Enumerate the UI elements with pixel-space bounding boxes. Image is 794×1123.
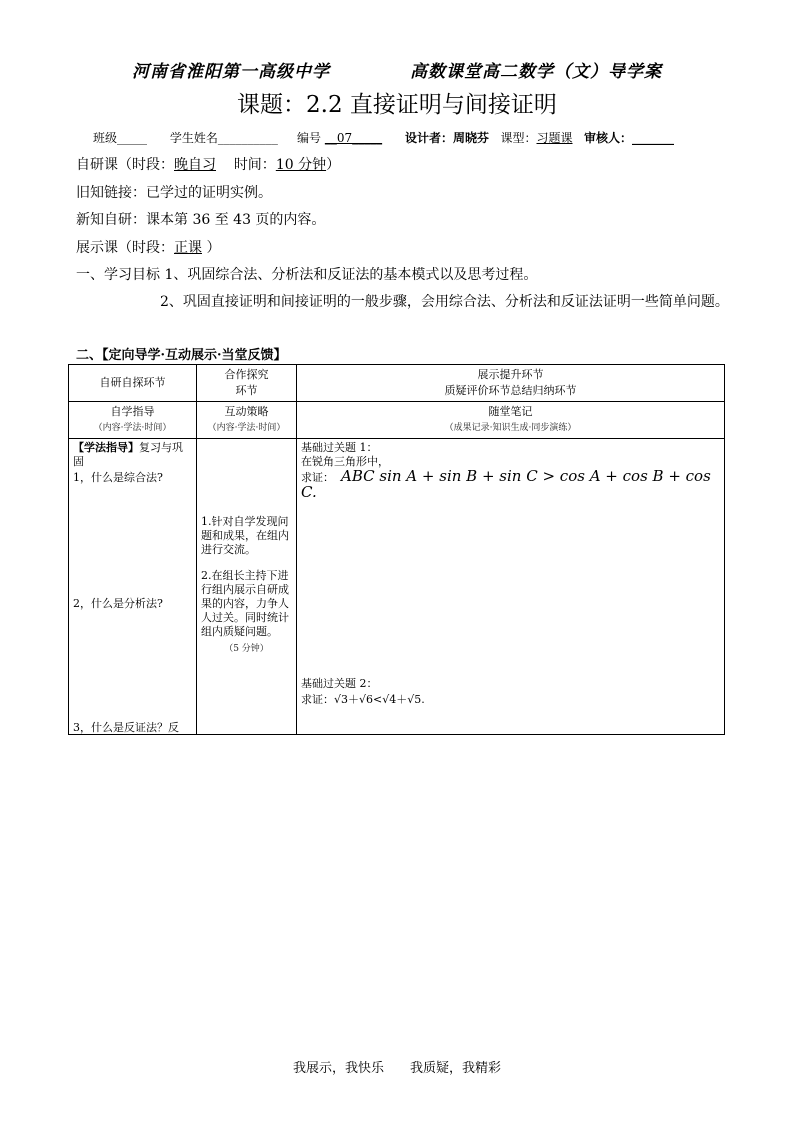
self-study-time: 10 分钟 (275, 157, 327, 173)
subheader-col2 (197, 402, 297, 439)
guide-rest: 复习与巩固 (73, 441, 183, 468)
exercise-2-formula: √3＋√6<√4＋√5. (334, 693, 425, 706)
exercise-1-title: 基础过关题 1： (301, 441, 378, 454)
subheader-col1 (69, 402, 197, 439)
notes-cell (297, 439, 725, 735)
number-label: 编号 (297, 131, 322, 145)
show-class-end: ） (206, 240, 221, 256)
subheader-col1-label: 自学指导 (110, 405, 155, 418)
page-title: 课题：2.2 直接证明与间接证明 (237, 92, 557, 118)
exercise-1-text: 在锐角三角形中， (301, 455, 389, 468)
info-row (93, 129, 674, 146)
subheader-col2-label: 互动策略 (224, 405, 269, 418)
exercise-1-prove (301, 469, 720, 501)
show-class-period: 正课 (174, 240, 202, 256)
study-table (68, 364, 725, 735)
strategy-time: （5 分钟） (224, 644, 269, 654)
subheader-col3-label: 随堂笔记 (488, 405, 533, 418)
name-label: 学生姓名__________ (169, 131, 278, 145)
subject-header: 高数课堂高二数学（文）导学案 (410, 62, 662, 82)
exercise-2-title: 基础过关题 2： (301, 677, 378, 690)
old-knowledge-link: 旧知链接：已学过的证明实例。 (76, 185, 272, 201)
subheader-col3-sub: （成果记录·知识生成·同步演练） (444, 423, 577, 433)
strategy-cell (197, 439, 297, 735)
footer-slogan: 我展示，我快乐 我质疑，我精彩 (292, 1061, 501, 1076)
header-col3-line1: 展示提升环节 (477, 368, 544, 381)
exercise-1-prove-label: 求证： (301, 471, 334, 484)
question-2: 2，什么是分析法? (73, 597, 163, 610)
guide-title: 【学法指导】 (73, 441, 139, 454)
exercise-1-formula: ABC sin A + sin B + sin C > cos A + cos B + cos C. (301, 467, 711, 501)
question-3: 3，什么是反证法？反 (73, 721, 179, 734)
guide-heading (73, 441, 192, 469)
designer-label: 设计者：周晓芬 (405, 131, 490, 145)
header-col3-line2: 质疑评价环节总结归纳环节 (444, 384, 577, 397)
goal-1: 一、学习目标 1、巩固综合法、分析法和反证法的基本模式以及思考过程。 (76, 267, 538, 283)
self-study-time-label: 时间： (233, 157, 276, 173)
reviewer-label: 审核人：_______ (583, 131, 674, 145)
show-class-label: 展示课（时段： (76, 240, 174, 256)
subheader-col3 (297, 402, 725, 439)
exercise-2-prove-label: 求证： (301, 693, 334, 706)
question-1: 1，什么是综合法? (73, 471, 163, 484)
show-class-line (76, 237, 220, 257)
type-label: 课型： (500, 131, 537, 145)
strategy-2: 2.在组长主持下进行组内展示自研成果的内容，力争人人过关。同时统计组内质疑问题。 (201, 569, 289, 638)
self-study-period: 晚自习 (174, 157, 216, 173)
subheader-col2-sub: （内容·学法·时间） (207, 423, 286, 433)
guide-cell (69, 439, 197, 735)
new-knowledge-study: 新知自研：课本第 36 至 43 页的内容。 (76, 212, 326, 228)
header-col1-label: 自研自探环节 (99, 376, 166, 389)
section-2-heading: 二、【定向导学·互动展示·当堂反馈】 (76, 348, 287, 363)
header-col2-line1: 合作探究 (224, 368, 269, 381)
school-name: 河南省淮阳第一高级中学 (132, 62, 330, 82)
subheader-col1-sub: （内容·学法·时间） (93, 423, 172, 433)
header-col3 (297, 365, 725, 402)
class-label: 班级_____ (93, 131, 148, 145)
header-col2-line2: 环节 (235, 384, 258, 397)
type-value: 习题课 (536, 131, 573, 145)
self-study-label: 自研课（时段： (76, 157, 174, 173)
strategy-1: 1.针对自学发现问题和成果，在组内进行交流。 (201, 515, 289, 556)
number-value: __07_____ (324, 131, 383, 145)
self-study-end: ） (326, 157, 341, 173)
exercise-2-prove (301, 693, 425, 707)
self-study-line (76, 154, 340, 174)
header-col2 (197, 365, 297, 402)
header-col1 (69, 365, 197, 402)
goal-2: 2、巩固直接证明和间接证明的一般步骤，会用综合法、分析法和反证法证明一些简单问题。 (160, 294, 729, 310)
